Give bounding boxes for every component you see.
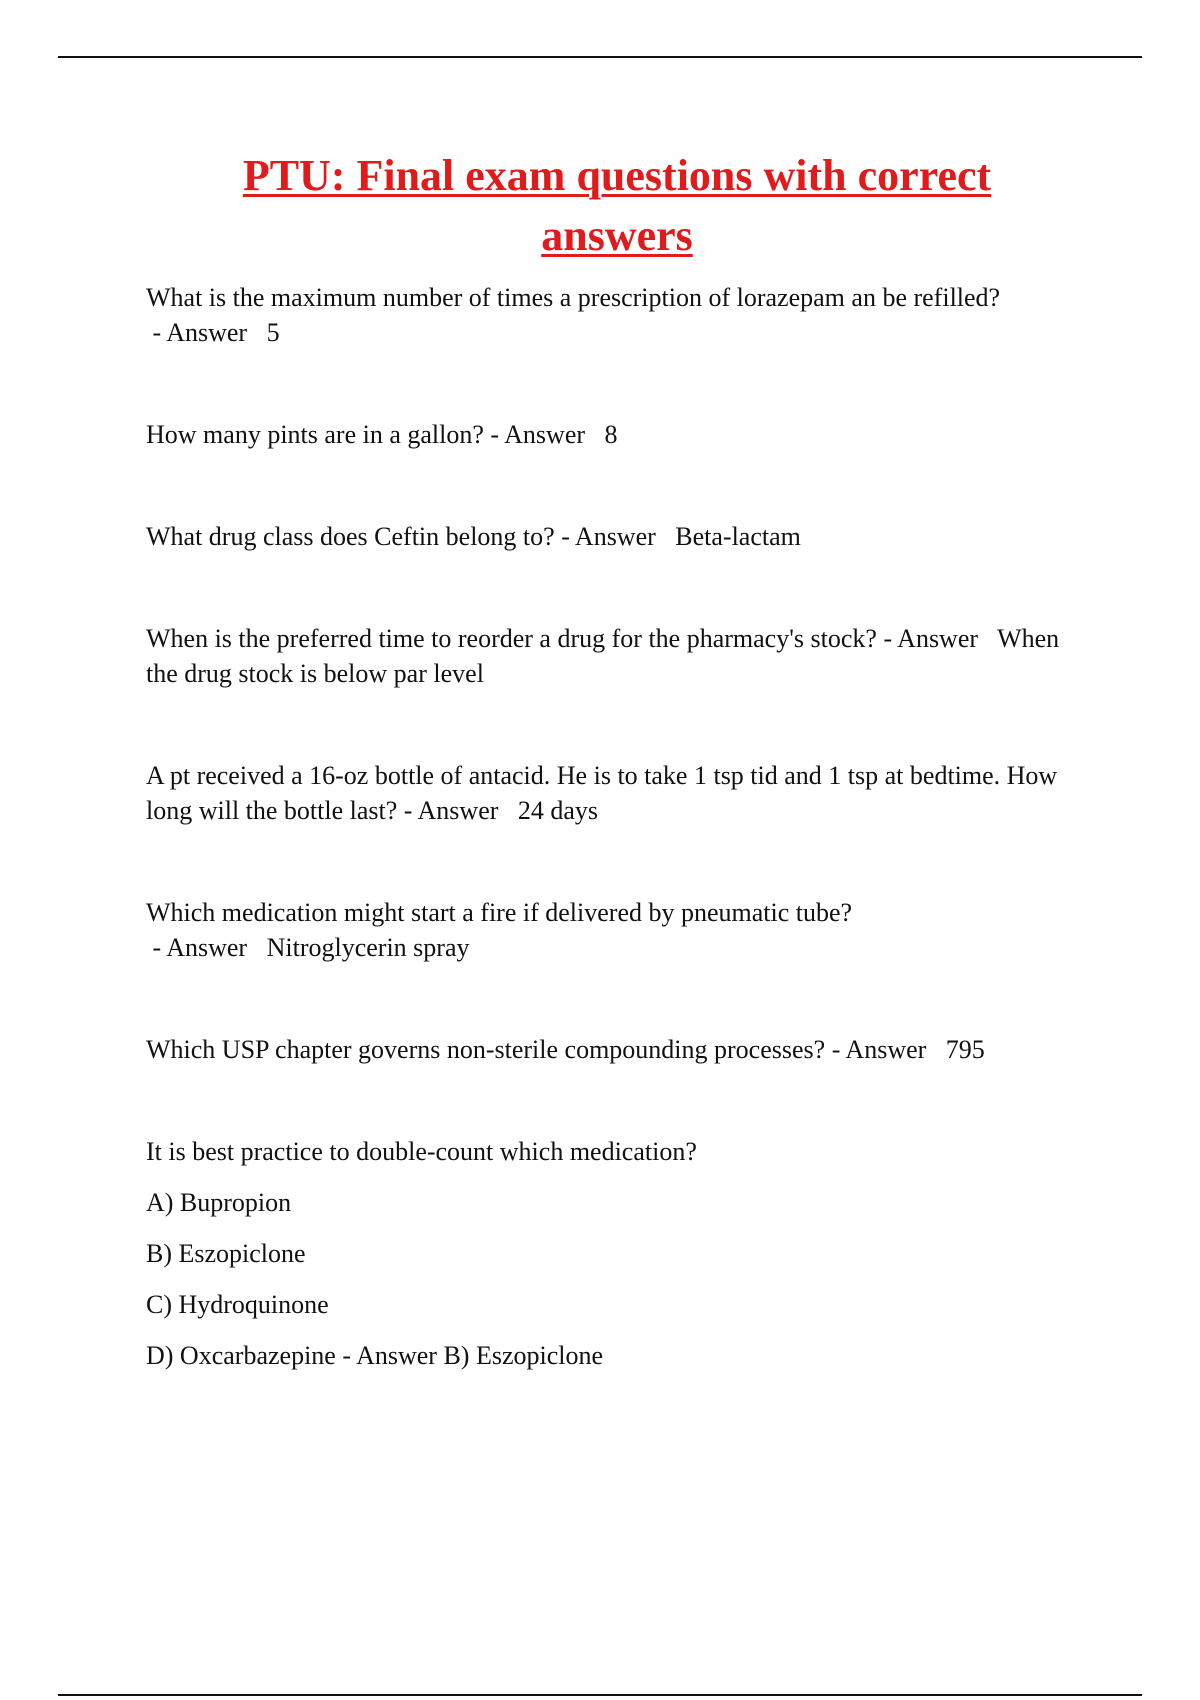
header-rule [58, 56, 1142, 58]
answer-separator: - Answer [397, 796, 518, 825]
qa-item-6 [146, 895, 1086, 965]
answer-text: 8 [604, 420, 618, 449]
mc-option-a: A) Bupropion [146, 1188, 292, 1217]
mc-option-d-with-answer [146, 1338, 1086, 1373]
qa-item-5 [146, 758, 1086, 828]
qa-item-4 [146, 621, 1086, 691]
answer-separator: - Answer [146, 933, 267, 962]
question-list [146, 280, 1086, 1389]
mc-option-d: D) Oxcarbazepine [146, 1341, 336, 1370]
title-line-1: PTU: Final exam questions with correct [242, 151, 992, 200]
answer-text: When the drug stock is below par level [146, 624, 1060, 688]
answer-separator: - Answer [554, 522, 676, 551]
answer-separator: - Answer [146, 318, 267, 347]
qa-item-3 [146, 519, 1086, 554]
answer-separator: - Answer [825, 1035, 946, 1064]
title-line-2: answers [541, 211, 693, 260]
mc-option-b: B) Eszopiclone [146, 1239, 306, 1268]
question-text: How many pints are in a gallon? [146, 420, 484, 449]
mc-option-c: C) Hydroquinone [146, 1290, 329, 1319]
question-text: A pt received a 16-oz bottle of antacid. He is to take 1 tsp tid and 1 tsp at bedtime. How long will the bottle last? [146, 761, 1058, 825]
qa-item-7 [146, 1032, 1086, 1067]
mc-answer: B) Eszopiclone [443, 1341, 604, 1370]
question-text: What is the maximum number of times a prescription of lorazepam an be refilled? [146, 283, 1001, 312]
page-title [0, 146, 1200, 266]
qa-item-2 [146, 417, 1086, 452]
answer-text: Nitroglycerin spray [266, 933, 470, 962]
answer-separator: - Answer [483, 420, 605, 449]
answer-text: 24 days [517, 796, 599, 825]
answer-text: 5 [266, 318, 280, 347]
mc-question-text: It is best practice to double-count which medication? [146, 1137, 697, 1166]
footer-rule [58, 1694, 1142, 1696]
answer-separator: - Answer [335, 1341, 444, 1370]
question-text: Which USP chapter governs non-sterile compounding processes? [146, 1035, 826, 1064]
question-text: When is the preferred time to reorder a drug for the pharmacy's stock? [146, 624, 877, 653]
qa-item-1 [146, 280, 1086, 350]
answer-text: 795 [945, 1035, 985, 1064]
mc-question [146, 1134, 1086, 1373]
question-text: Which medication might start a fire if delivered by pneumatic tube? [146, 898, 853, 927]
answer-separator: - Answer [876, 624, 998, 653]
answer-text: Beta-lactam [675, 522, 801, 551]
question-text: What drug class does Ceftin belong to? [146, 522, 555, 551]
